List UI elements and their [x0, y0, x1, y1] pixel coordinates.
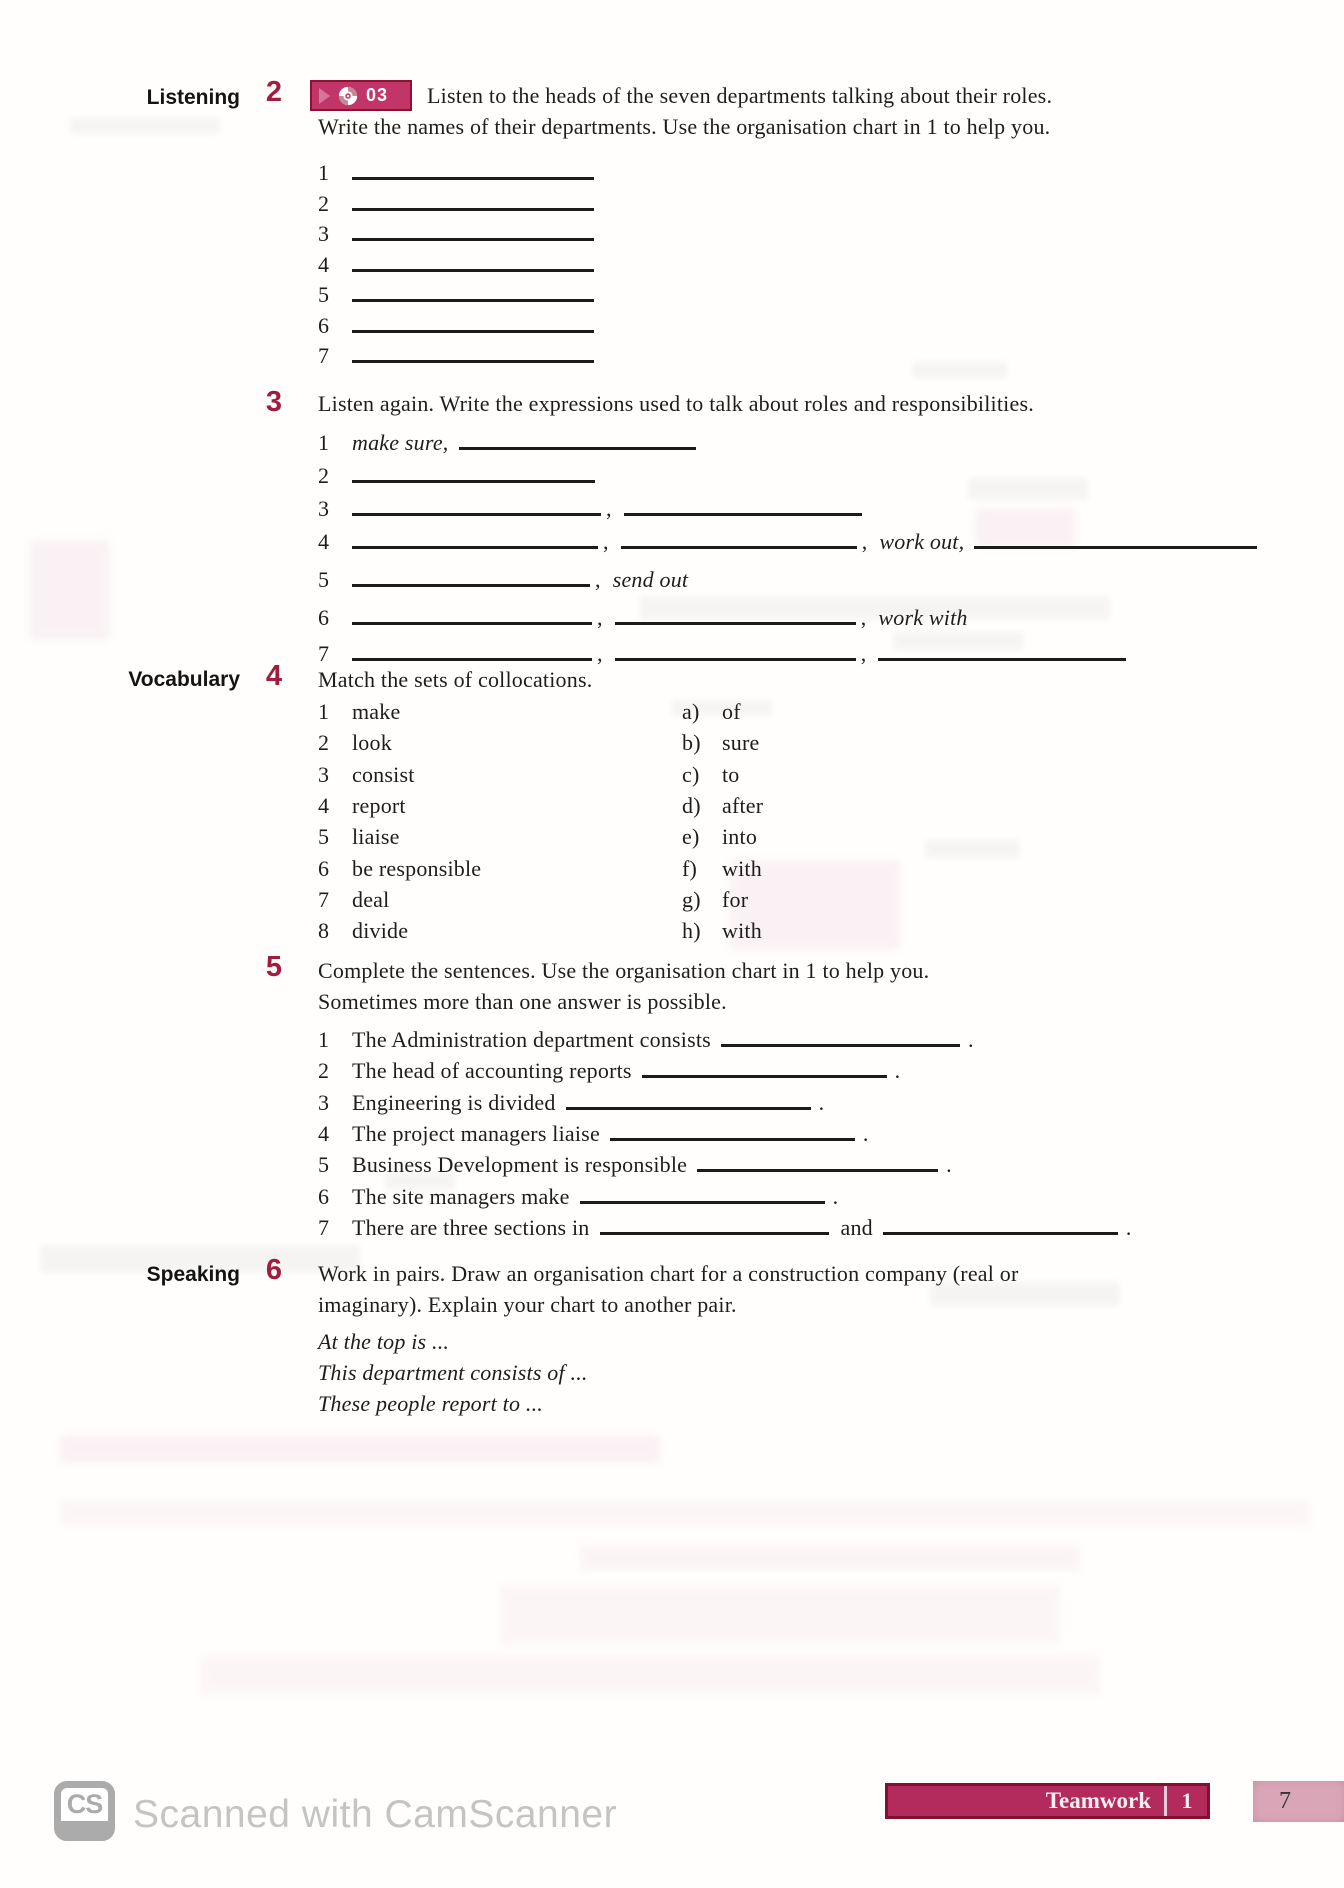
item-number: 4 [318, 529, 330, 554]
item-number: 6 [318, 1184, 330, 1209]
exercise-number-3: 3 [265, 386, 283, 418]
vocab-row-4 [318, 792, 764, 819]
period: . [967, 1027, 974, 1052]
sentence-start: The site managers make [352, 1184, 570, 1209]
unit-title: Teamwork [1045, 1788, 1151, 1813]
item-number: 8 [318, 918, 330, 943]
blank-line [642, 1060, 887, 1078]
vocab-row-8 [318, 917, 762, 944]
vocab-row-3 [318, 761, 740, 788]
expression-make-sure: make sure, [352, 430, 449, 455]
comma: , [595, 567, 601, 592]
exercise-number-5: 5 [265, 951, 283, 983]
vocab-row-6 [318, 855, 762, 882]
blank-line [974, 531, 1257, 549]
exercise6-instruction-line2: imaginary). Explain your chart to another pair. [318, 1292, 737, 1317]
section-label-speaking: Speaking [146, 1263, 240, 1286]
blank-line [610, 1123, 855, 1141]
exercise4-instruction: Match the sets of collocations. [318, 667, 593, 692]
blank-line [580, 1186, 825, 1204]
exercise3-instruction: Listen again. Write the expressions used to talk about roles and responsibilities. [318, 391, 1034, 416]
item-number: 4 [318, 252, 330, 277]
scan-artifact [968, 478, 1088, 500]
exercise3-row-2 [318, 462, 595, 489]
blank-line [352, 284, 594, 302]
blank-line [352, 643, 592, 661]
item-number: 1 [318, 160, 330, 185]
listening-answer-row-7 [318, 342, 594, 369]
exercise3-row-5 [318, 566, 688, 593]
expression-work-with: work with [878, 605, 968, 630]
item-number: 3 [318, 221, 330, 246]
exercise5-instruction-line2: Sometimes more than one answer is possible. [318, 989, 727, 1014]
audio-track-number: 03 [366, 85, 389, 105]
scan-artifact [925, 840, 1020, 858]
item-number: 6 [318, 313, 330, 338]
item-number: 4 [318, 793, 330, 818]
exercise5-row-4 [318, 1120, 869, 1147]
camscanner-logo [54, 1781, 115, 1841]
option-word: with [722, 918, 762, 943]
comma: , [860, 605, 867, 630]
option-letter: e) [682, 824, 700, 849]
camscanner-logo-letters: CS [66, 1789, 103, 1819]
vocab-row-5 [318, 823, 758, 850]
sentence-start: The Administration department consists [352, 1027, 711, 1052]
listening-answer-row-6 [318, 312, 594, 339]
comma: , [861, 529, 868, 554]
blank-line [352, 223, 594, 241]
item-number: 3 [318, 762, 330, 787]
item-number: 2 [318, 1058, 330, 1083]
expression-send-out: send out [612, 567, 689, 592]
blank-line [352, 607, 592, 625]
vocab-word: make [352, 699, 401, 724]
option-word: into [722, 824, 758, 849]
camscanner-logo-bar [59, 1821, 110, 1836]
example-phrase-3: These people report to ... [318, 1391, 543, 1416]
exercise-number-4: 4 [265, 660, 283, 692]
period: . [946, 1152, 952, 1177]
period: . [1125, 1215, 1132, 1240]
sentence-start: The project managers liaise [352, 1121, 600, 1146]
item-number: 5 [318, 282, 330, 307]
sentence-start: There are three sections in [352, 1215, 590, 1240]
exercise5-row-7 [318, 1214, 1132, 1241]
comma: , [597, 605, 603, 630]
listening-answer-row-3 [318, 220, 594, 247]
option-letter: a) [682, 699, 700, 724]
blank-line [352, 315, 594, 333]
sentence-start: Business Development is responsible [352, 1152, 688, 1177]
scan-artifact [60, 1435, 660, 1463]
period: . [832, 1184, 839, 1209]
sentence-start: Engineering is divided [352, 1090, 556, 1115]
vocab-word: report [352, 793, 406, 818]
scan-artifact [912, 362, 1007, 378]
vocab-row-7 [318, 886, 749, 913]
exercise3-row-3 [318, 495, 862, 522]
option-letter: c) [682, 762, 700, 787]
camscanner-watermark: Scanned with CamScanner [133, 1793, 618, 1836]
item-number: 3 [318, 1090, 330, 1115]
option-word: of [722, 699, 741, 724]
option-word: with [722, 856, 762, 881]
unit-number: 1 [1181, 1788, 1193, 1813]
exercise5-instruction-line1: Complete the sentences. Use the organisation chart in 1 to help you. [318, 958, 930, 983]
period: . [818, 1090, 825, 1115]
example-phrase-1: At the top is ... [318, 1329, 450, 1354]
exercise5-row-6 [318, 1183, 838, 1210]
blank-line [621, 531, 857, 549]
period: . [894, 1058, 901, 1083]
blank-line [352, 345, 594, 363]
exercise5-row-2 [318, 1057, 900, 1084]
vocab-word: divide [352, 918, 409, 943]
option-word: for [722, 887, 749, 912]
item-number: 5 [318, 1152, 330, 1177]
vocab-row-2 [318, 729, 760, 756]
exercise3-row-4 [318, 528, 1257, 555]
exercise-number-2: 2 [265, 76, 283, 108]
blank-line [352, 498, 601, 516]
blank-line [878, 643, 1126, 661]
scan-artifact [70, 118, 220, 134]
option-word: sure [722, 730, 760, 755]
vocab-word: liaise [352, 824, 400, 849]
example-phrase-2: This department consists of ... [318, 1360, 588, 1385]
exercise3-row-7 [318, 640, 1126, 667]
period: . [862, 1121, 869, 1146]
scan-artifact [60, 1500, 1310, 1526]
listening-answer-row-2 [318, 190, 594, 217]
sentence-start: The head of accounting reports [352, 1058, 632, 1083]
exercise5-row-5 [318, 1151, 952, 1178]
item-number: 1 [318, 699, 330, 724]
page-number-tab [1253, 1781, 1344, 1822]
comma: , [603, 529, 609, 554]
item-number: 2 [318, 730, 330, 755]
blank-line [697, 1154, 938, 1172]
blank-line [600, 1217, 829, 1235]
item-number: 3 [318, 496, 330, 521]
expression-work-out: work out, [879, 529, 965, 554]
item-number: 7 [318, 1215, 330, 1240]
exercise5-row-1 [318, 1026, 974, 1053]
item-number: 7 [318, 343, 330, 368]
vocab-word: look [352, 730, 392, 755]
blank-line [615, 607, 856, 625]
unit-footer-bar [885, 1783, 1210, 1819]
cd-disc-icon [337, 85, 359, 107]
item-number: 4 [318, 1121, 330, 1146]
blank-line [615, 643, 856, 661]
item-number: 6 [318, 605, 330, 630]
vocab-word: be responsible [352, 856, 482, 881]
option-word: to [722, 762, 740, 787]
listening-answer-row-5 [318, 281, 594, 308]
play-triangle-icon [319, 88, 330, 104]
blank-line [624, 498, 862, 516]
option-letter: d) [682, 793, 701, 818]
item-number: 2 [318, 191, 330, 216]
item-number: 2 [318, 463, 330, 488]
item-number: 5 [318, 567, 330, 592]
listening-instruction-line1: Listen to the heads of the seven departments talking about their roles. [427, 83, 1053, 108]
scan-artifact [580, 1545, 1080, 1571]
audio-track-badge [310, 80, 412, 111]
blank-line [352, 254, 594, 272]
scan-artifact [30, 540, 110, 640]
item-number: 7 [318, 887, 330, 912]
section-label-vocabulary: Vocabulary [128, 668, 240, 691]
exercise5-row-3 [318, 1089, 824, 1116]
scan-artifact [200, 1655, 1100, 1695]
blank-line [566, 1092, 811, 1110]
comma: , [606, 496, 612, 521]
blank-line [352, 569, 590, 587]
exercise6-instruction-line1: Work in pairs. Draw an organisation chart for a construction company (real or [318, 1261, 1019, 1286]
conjunction-and: and [840, 1215, 873, 1240]
item-number: 5 [318, 824, 330, 849]
blank-line [352, 162, 594, 180]
vocab-word: consist [352, 762, 415, 787]
blank-line [459, 432, 696, 450]
listening-instruction-line2: Write the names of their departments. Use the organisation chart in 1 to help you. [318, 114, 1051, 139]
item-number: 1 [318, 430, 330, 455]
item-number: 1 [318, 1027, 330, 1052]
blank-line [352, 465, 595, 483]
vocab-row-1 [318, 698, 741, 725]
comma: , [597, 641, 603, 666]
blank-line [883, 1217, 1118, 1235]
listening-answer-row-1 [318, 159, 594, 186]
option-letter: h) [682, 918, 701, 943]
blank-line [721, 1029, 960, 1047]
section-label-listening: Listening [146, 86, 240, 109]
comma: , [860, 641, 867, 666]
exercise-number-6: 6 [265, 1254, 283, 1286]
page-number: 7 [1279, 1788, 1291, 1814]
option-letter: f) [682, 856, 698, 881]
scan-artifact [500, 1585, 1060, 1645]
option-word: after [722, 793, 764, 818]
exercise3-row-1 [318, 429, 696, 456]
exercise3-row-6 [318, 604, 968, 631]
listening-answer-row-4 [318, 251, 594, 278]
item-number: 6 [318, 856, 330, 881]
blank-line [352, 193, 594, 211]
blank-line [352, 531, 598, 549]
item-number: 7 [318, 641, 330, 666]
vocab-word: deal [352, 887, 390, 912]
option-letter: g) [682, 887, 701, 912]
option-letter: b) [682, 730, 701, 755]
